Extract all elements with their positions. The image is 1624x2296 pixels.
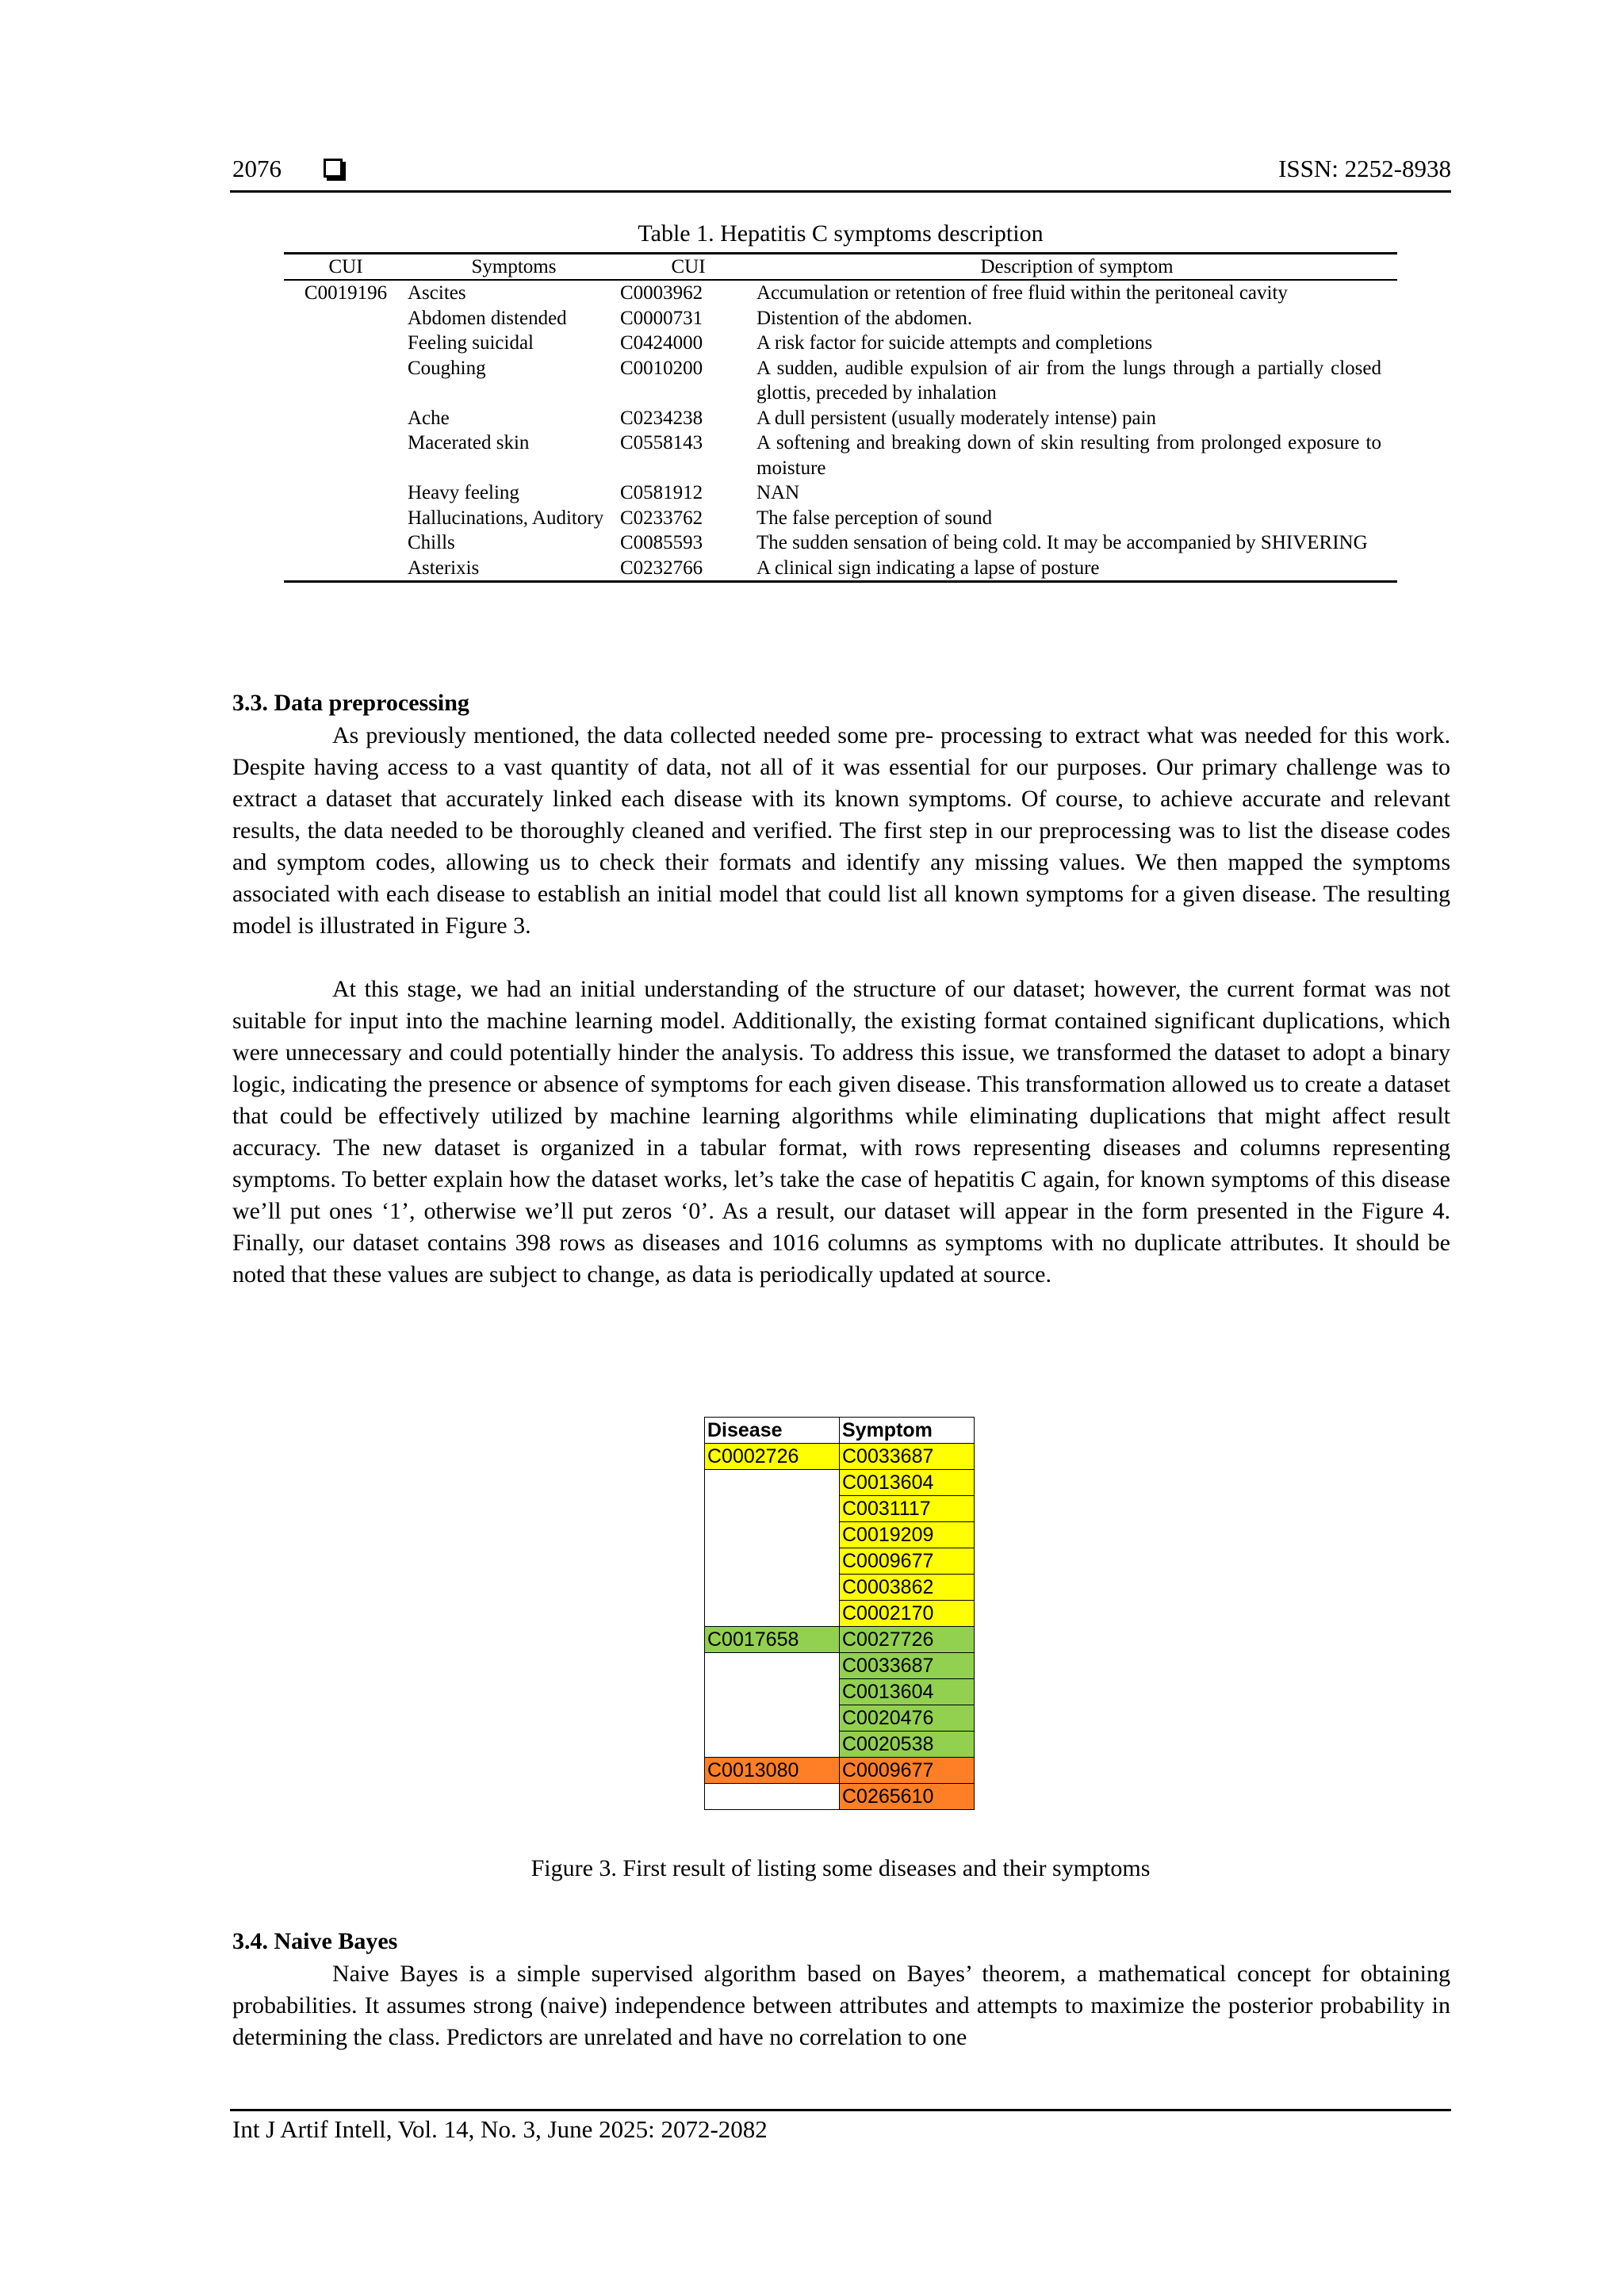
figure-column-header: Disease	[705, 1418, 840, 1444]
disease-cui-cell	[284, 556, 408, 582]
table-row	[284, 356, 1397, 406]
figure-column-header: Symptom	[840, 1418, 975, 1444]
figure-row	[705, 1732, 975, 1758]
section-heading: 3.4. Naive Bayes	[232, 1928, 398, 1954]
description-cell: Distention of the abdomen.	[756, 307, 973, 329]
disease-cell	[705, 1601, 840, 1627]
symptom-cell: Heavy feeling	[408, 482, 519, 503]
journal-citation: Int J Artif Intell, Vol. 14, No. 3, June 2025: 2072-2082	[232, 2115, 768, 2143]
symptom-cell: Ascites	[408, 282, 466, 304]
figure-row	[705, 1522, 975, 1548]
footer-rule	[230, 2109, 1451, 2111]
disease-cell: C0017658	[705, 1627, 840, 1653]
description-cell: A dull persistent (usually moderately intense) pain	[756, 407, 1157, 429]
disease-symptom-figure	[704, 1417, 975, 1810]
symptom-cell: C0033687	[840, 1653, 975, 1679]
symptom-cell: Ache	[408, 407, 450, 429]
column-header: Symptoms	[408, 254, 620, 281]
symptom-cui-cell: C0233762	[620, 507, 703, 529]
disease-cell	[705, 1784, 840, 1810]
disease-cell	[705, 1522, 840, 1548]
symptom-cui-cell: C0003962	[620, 282, 703, 304]
figure-caption: Figure 3. First result of listing some diseases and their symptoms	[530, 1855, 1151, 1881]
symptom-cell: C0003862	[840, 1575, 975, 1601]
symptom-cui-cell: C0424000	[620, 332, 703, 354]
symptom-cui-cell: C0085593	[620, 532, 703, 553]
description-cell: A clinical sign indicating a lapse of posture	[756, 556, 1397, 582]
disease-cui-cell	[284, 406, 408, 431]
figure-row	[705, 1470, 975, 1496]
figure-row	[705, 1444, 975, 1470]
figure-row	[705, 1548, 975, 1575]
description-cell: A softening and breaking down of skin resulting from prolonged exposure to moisture	[756, 432, 1381, 479]
header-rule	[230, 190, 1451, 193]
journal-issn: ISSN: 2252-8938	[1278, 155, 1451, 182]
box-icon	[324, 159, 343, 178]
figure-row	[705, 1575, 975, 1601]
disease-cell: C0013080	[705, 1758, 840, 1784]
description-cell: The false perception of sound	[756, 507, 993, 529]
symptom-cell: C0031117	[840, 1496, 975, 1522]
symptom-cell: Macerated skin	[408, 432, 530, 453]
symptom-cell: C0013604	[840, 1679, 975, 1705]
description-cell: A sudden, audible expulsion of air from the lungs through a partially closed glottis, preceded by inhalation	[756, 357, 1381, 404]
symptom-cell: C0265610	[840, 1784, 975, 1810]
table-header-row	[284, 254, 1397, 281]
body-paragraph: Naive Bayes is a simple supervised algorithm based on Bayes’ theorem, a mathematical concept for obtaining probabilities. It assumes strong (naive) independence between attributes and attempts to maximize the posterior probability in determining the class. Predictors are unrelated and have no correlation to one	[232, 1961, 1450, 2050]
figure-row	[705, 1784, 975, 1810]
disease-cui-cell	[284, 331, 408, 356]
disease-cui-cell	[284, 356, 408, 406]
symptom-cui-cell: C0000731	[620, 307, 703, 329]
symptoms-table	[284, 252, 1397, 583]
column-header: Description of symptom	[756, 254, 1397, 281]
figure-row	[705, 1758, 975, 1784]
disease-cell	[705, 1575, 840, 1601]
table-row	[284, 556, 1397, 582]
figure-row	[705, 1705, 975, 1732]
body-paragraph: At this stage, we had an initial understanding of the structure of our dataset; however, the current format was not suitable for input into the machine learning model. Additionally, the existing format contained significant duplications, which were unnecessary and could potentially hinder the analysis. To address this issue, we transformed the dataset to adopt a binary logic, indicating the presence or absence of symptoms for each given disease. This transformation allowed us to create a dataset that could be effectively utilized by machine learning algorithms while eliminating duplications that might affect result accuracy. The new dataset is organized in a tabular format, with rows representing diseases and columns representing symptoms. To better explain how the dataset works, let’s take the case of hepatitis C again, for known symptoms of this disease we’ll put ones ‘1’, otherwise we’ll put zeros ‘0’. As a result, our dataset will appear in the form presented in the Figure 4. Finally, our dataset contains 398 rows as diseases and 1016 columns as symptoms with no duplicate attributes. It should be noted that these values are subject to change, as data is periodically updated at source.	[232, 976, 1450, 1288]
symptom-cell: C0009677	[840, 1548, 975, 1575]
description-cell: A risk factor for suicide attempts and completions	[756, 332, 1153, 354]
table-row	[284, 406, 1397, 431]
figure-row	[705, 1496, 975, 1522]
body-paragraph: As previously mentioned, the data collected needed some pre- processing to extract what was needed for this work. Despite having access to a vast quantity of data, not all of it was essential for our purposes. Our primary challenge was to extract a dataset that accurately linked each disease with its known symptoms. Of course, to achieve accurate and relevant results, the data needed to be thoroughly cleaned and verified. The first step in our preprocessing was to list the disease codes and symptom codes, allowing us to check their formats and identify any missing values. We then mapped the symptoms associated with each disease to establish an initial model that could list all known symptoms for a given disease. The resulting model is illustrated in Figure 3.	[232, 722, 1450, 939]
table-row	[284, 280, 1397, 306]
column-header: CUI	[620, 254, 756, 281]
description-cell: The sudden sensation of being cold. It may be accompanied by SHIVERING	[756, 532, 1368, 553]
figure-header-row	[705, 1418, 975, 1444]
table-row	[284, 530, 1397, 556]
symptom-cui-cell: C0234238	[620, 407, 703, 429]
symptom-cui-cell: C0558143	[620, 432, 703, 453]
disease-cui-cell	[284, 306, 408, 331]
figure-row	[705, 1601, 975, 1627]
symptom-cell: Feeling suicidal	[408, 332, 534, 354]
disease-cui-cell	[284, 480, 408, 506]
figure-row	[705, 1679, 975, 1705]
symptom-cell: C0020538	[840, 1732, 975, 1758]
description-cell: Accumulation or retention of free fluid within the peritoneal cavity	[756, 282, 1288, 304]
description-cell: NAN	[756, 482, 800, 503]
symptom-cell: Abdomen distended	[408, 307, 567, 329]
disease-cell	[705, 1732, 840, 1758]
disease-cell	[705, 1679, 840, 1705]
disease-cell	[705, 1548, 840, 1575]
page-number: 2076	[232, 155, 282, 182]
table-row	[284, 331, 1397, 356]
disease-cell	[705, 1470, 840, 1496]
table-row	[284, 480, 1397, 506]
symptom-cell: C0002170	[840, 1601, 975, 1627]
symptom-cell: C0020476	[840, 1705, 975, 1732]
disease-cui-cell	[284, 530, 408, 556]
table-row	[284, 506, 1397, 531]
symptom-cui-cell: C0581912	[620, 482, 703, 503]
symptom-cell: Hallucinations, Auditory	[408, 507, 604, 529]
disease-cell	[705, 1496, 840, 1522]
disease-cui-cell: C0019196	[304, 282, 388, 304]
table-row	[284, 306, 1397, 331]
symptom-cell: C0013604	[840, 1470, 975, 1496]
disease-cell: C0002726	[705, 1444, 840, 1470]
symptom-cui-cell: C0232766	[620, 556, 756, 582]
symptom-cell: C0009677	[840, 1758, 975, 1784]
symptom-cell: Chills	[408, 532, 455, 553]
figure-row	[705, 1653, 975, 1679]
symptom-cell: C0033687	[840, 1444, 975, 1470]
table-row	[284, 430, 1397, 480]
symptom-cell: C0027726	[840, 1627, 975, 1653]
column-header: CUI	[284, 254, 408, 281]
disease-cell	[705, 1653, 840, 1679]
figure-row	[705, 1627, 975, 1653]
symptom-cui-cell: C0010200	[620, 357, 703, 379]
disease-cui-cell	[284, 430, 408, 480]
section-heading: 3.3. Data preprocessing	[232, 690, 469, 716]
disease-cui-cell	[284, 506, 408, 531]
disease-cell	[705, 1705, 840, 1732]
symptom-cell: C0019209	[840, 1522, 975, 1548]
symptom-cell: Asterixis	[408, 556, 620, 582]
symptom-cell: Coughing	[408, 357, 486, 379]
table-caption: Table 1. Hepatitis C symptoms description	[638, 220, 1044, 247]
